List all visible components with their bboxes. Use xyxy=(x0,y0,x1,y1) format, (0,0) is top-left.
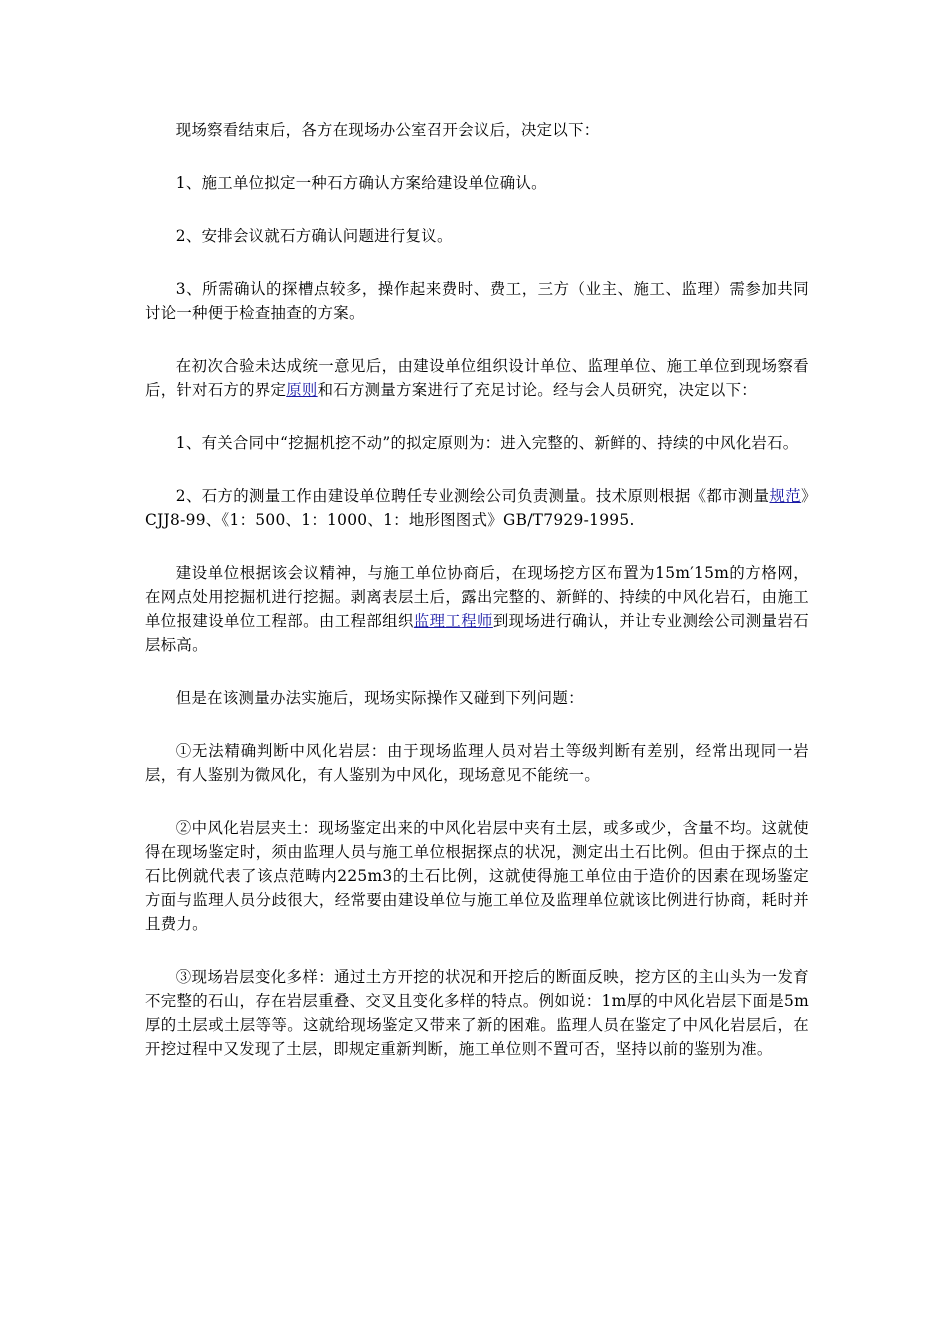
text-segment: 到现场进行确认，并让专业测绘公司测量岩石层标高。 xyxy=(145,612,809,654)
text-segment: 》CJJ8-99、《1：500、1：1000、1：地形图图式》GB/T7929-1995. xyxy=(145,487,809,529)
paragraph-decision-2: 2、安排会议就石方确认问题进行复议。 xyxy=(175,227,453,245)
paragraph-problem-1: ①无法精确判断中风化岩层：由于现场监理人员对岩土等级判断有差别，经常出现同一岩层，有人鉴别为微风化，有人鉴别为中风化，现场意见不能统一。 xyxy=(145,742,809,784)
paragraph-problem-3: ③现场岩层变化多样：通过土方开挖的状况和开挖后的断面反映，挖方区的主山头为一发育不完整的石山，存在岩层重叠、交叉且变化多样的特点。例如说：1m厚的中风化岩层下面是5m厚的土层或土层等等。这就给现场鉴定又带来了新的困难。监理人员在鉴定了中风化岩层后，在开挖过程中又发现了土层，即规定重新判断，施工单位则不置可否，坚持以前的鉴别为准。 xyxy=(145,968,809,1058)
paragraph-problems-intro: 但是在该测量办法实施后，现场实际操作又碰到下列问题： xyxy=(175,689,584,707)
link-standard[interactable]: 规范 xyxy=(769,487,801,505)
paragraph-decision-1: 1、施工单位拟定一种石方确认方案给建设单位确认。 xyxy=(175,174,547,192)
link-principle[interactable]: 原则 xyxy=(286,381,318,399)
text-segment: 和石方测量方案进行了充足讨论。经与会人员研究，决定以下： xyxy=(317,381,757,399)
text-segment: 在初次合验未达成统一意见后，由建设单位组织设计单位、监理单位、施工单位到现场察看后，针对石方的界定 xyxy=(145,357,809,399)
paragraph-second-meeting xyxy=(145,354,809,402)
paragraph-grid-excavation xyxy=(145,561,809,657)
text-segment: 建设单位根据该会议精神，与施工单位协商后，在现场挖方区布置为15m′15m的方格网，在网点处用挖掘机进行挖掘。剥离表层土后，露出完整的、新鲜的、持续的中风化岩石，由施工单位报建设单位工程部。由工程部组织 xyxy=(145,564,809,630)
paragraph-decision-3: 3、所需确认的探槽点较多，操作起来费时、费工，三方（业主、施工、监理）需参加共同讨论一种便于检查抽查的方案。 xyxy=(145,280,809,322)
paragraph-problem-2: ②中风化岩层夹土：现场鉴定出来的中风化岩层中夹有土层，或多或少，含量不均。这就使得在现场鉴定时，须由监理人员与施工单位根据探点的状况，测定出土石比例。但由于探点的土石比例就代表了该点范畴内225m3的土石比例，这就使得施工单位由于造价的因素在现场鉴定方面与监理人员分歧很大，经常要由建设单位与施工单位及监理单位就该比例进行协商，耗时并且费力。 xyxy=(145,819,809,933)
paragraph-contract-principle: 1、有关合同中“挖掘机挖不动”的拟定原则为：进入完整的、新鲜的、持续的中风化岩石。 xyxy=(175,434,799,452)
text-segment: 2、石方的测量工作由建设单位聘任专业测绘公司负责测量。技术原则根据《都市测量 xyxy=(175,487,770,505)
paragraph-survey-standard xyxy=(145,484,809,532)
link-supervising-engineer[interactable]: 监理工程师 xyxy=(413,612,493,630)
document-body xyxy=(145,118,809,1090)
paragraph-meeting-intro: 现场察看结束后，各方在现场办公室召开会议后，决定以下： xyxy=(175,121,600,139)
